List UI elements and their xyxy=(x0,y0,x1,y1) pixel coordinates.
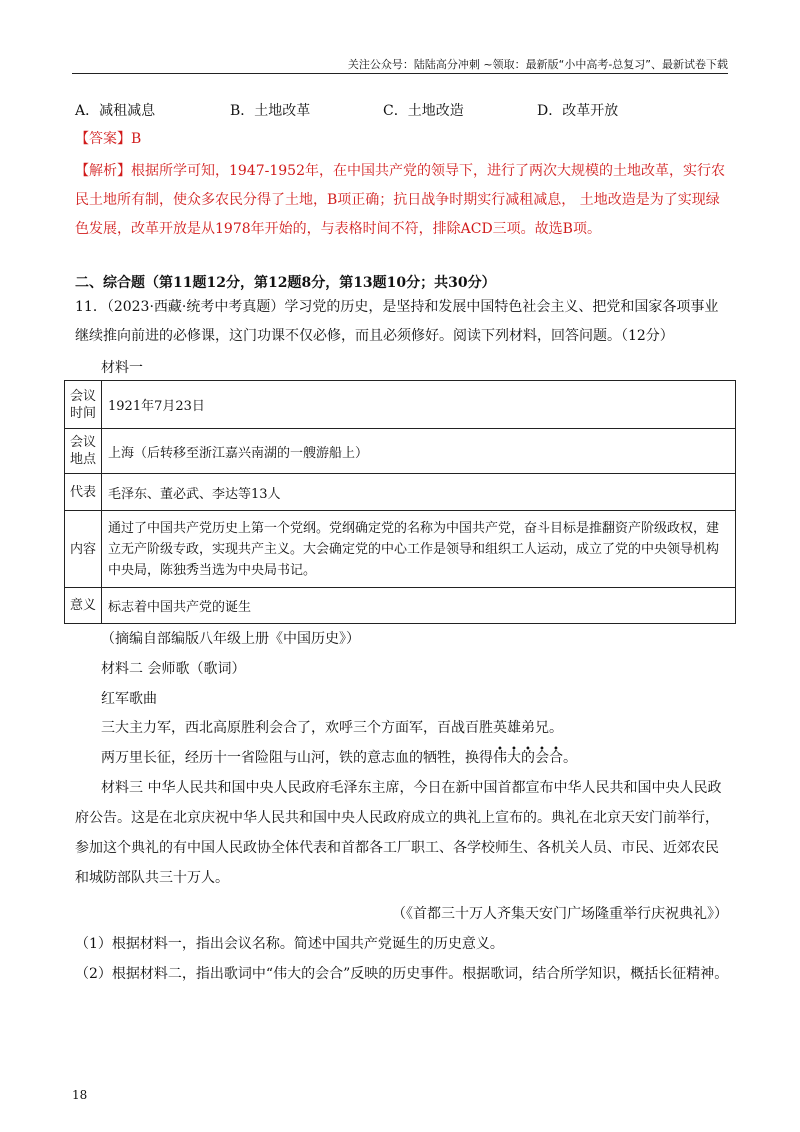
section-title: 二、综合题（第11题12分，第12题8分，第13题10分；共30分） xyxy=(75,275,496,291)
material3-paragraph: 材料三 中华人民共和国中央人民政府毛泽东主席，今日在新中国首都宣布中华人民共和国中央人民政府公告。这是在北京庆祝中华人民共和国中央人民政府成立的典礼上宣布的。典礼在北京天安门前举行，参加这个典礼的有中国人民政协全体代表和首都各工厂职工、各学校师生、各机关人员、市民、近郊农民和城防部队共三十万人。 xyxy=(75,780,722,886)
song-title: 红军歌曲 xyxy=(101,691,157,707)
option-d: D．改革开放 xyxy=(537,103,619,119)
table-row xyxy=(65,429,736,474)
sub-question-1: （1）根据材料一，指出会议名称。简述中国共产党诞生的历史意义。 xyxy=(75,936,504,952)
emphasis-char: 大 xyxy=(507,750,521,766)
song-line-1: 三大主力军，西北高原胜利会合了，欢呼三个方面军，百战百胜英雄弟兄。 xyxy=(101,720,563,736)
analysis-label: 【解析】 xyxy=(75,163,131,179)
emphasis-char: 合 xyxy=(549,750,563,766)
option-c: C．土地改造 xyxy=(383,103,464,119)
table-key: 意义 xyxy=(65,588,102,624)
song-line-2 xyxy=(101,743,577,773)
table-key: 代表 xyxy=(65,474,102,511)
table-value: 标志着中国共产党的诞生 xyxy=(102,588,736,624)
song-line-2-pre: 两万里长征，经历十一省险阻与山河，铁的意志血的牺牲，换得 xyxy=(101,750,493,766)
option-a: A．减租减息 xyxy=(75,103,156,119)
emphasis-char: 会 xyxy=(535,750,549,766)
analysis-paragraph xyxy=(75,157,730,244)
material1-label: 材料一 xyxy=(101,360,143,376)
table-row xyxy=(65,511,736,588)
answer-label: 【答案】 xyxy=(75,131,131,147)
song-line-2-post: 。 xyxy=(563,750,577,766)
table-row xyxy=(65,474,736,511)
option-b: B．土地改革 xyxy=(230,103,311,119)
meeting-table xyxy=(64,380,736,624)
table-key: 会议地点 xyxy=(65,429,102,474)
material3-source: （《首都三十万人齐集天安门广场隆重举行庆祝典礼》） xyxy=(392,906,728,922)
page-number: 18 xyxy=(72,1088,88,1102)
table-value: 上海（后转移至浙江嘉兴南湖的一艘游船上） xyxy=(102,429,736,474)
header-divider xyxy=(72,73,728,74)
emphasized-phrase xyxy=(493,750,563,766)
table-source: （摘编自部编版八年级上册《中国历史》） xyxy=(101,631,360,647)
analysis-text: 根据所学可知，1947-1952年，在中国共产党的领导下，进行了两次大规模的土地改革，实行农民土地所有制，使众多农民分得了土地，B项正确；抗日战争时期实行减租减息， 土地改造是为了实现绿色发展，改革开放是从1978年开始的，与表格时间不符，排除ACD三项。故选B项。 xyxy=(75,163,725,237)
table-value: 毛泽东、董必武、李达等13人 xyxy=(102,474,736,511)
answer-value: B xyxy=(131,131,142,147)
page-header: 关注公众号：陆陆高分冲刺 ~领取：最新版“小中高考-总复习”、最新试卷下载 xyxy=(347,58,728,71)
table-value: 1921年7月23日 xyxy=(102,381,736,429)
table-key: 会议时间 xyxy=(65,381,102,429)
emphasis-char: 伟 xyxy=(493,750,507,766)
material2-label: 材料二 会师歌（歌词） xyxy=(101,661,246,677)
emphasis-char: 的 xyxy=(521,750,535,766)
table-value: 通过了中国共产党历史上第一个党纲。党纲确定党的名称为中国共产党，奋斗目标是推翻资产阶级政权，建立无产阶级专政，实现共产主义。大会确定党的中心工作是领导和组织工人运动，成立了党的中央领导机构中央局，陈独秀当选为中央局书记。 xyxy=(102,511,736,588)
answer-line xyxy=(75,128,141,148)
table-key: 内容 xyxy=(65,511,102,588)
table-row xyxy=(65,588,736,624)
table-row xyxy=(65,381,736,429)
sub-question-2: （2）根据材料二，指出歌词中“伟大的会合”反映的历史事件。根据歌词，结合所学知识，概括长征精神。 xyxy=(75,966,729,982)
question-11-intro: 11．（2023·西藏·统考中考真题）学习党的历史，是坚持和发展中国特色社会主义、把党和国家各项事业继续推向前进的必修课，这门功课不仅必修，而且必须修好。阅读下列材料，回答问题。（12分） xyxy=(75,299,719,344)
